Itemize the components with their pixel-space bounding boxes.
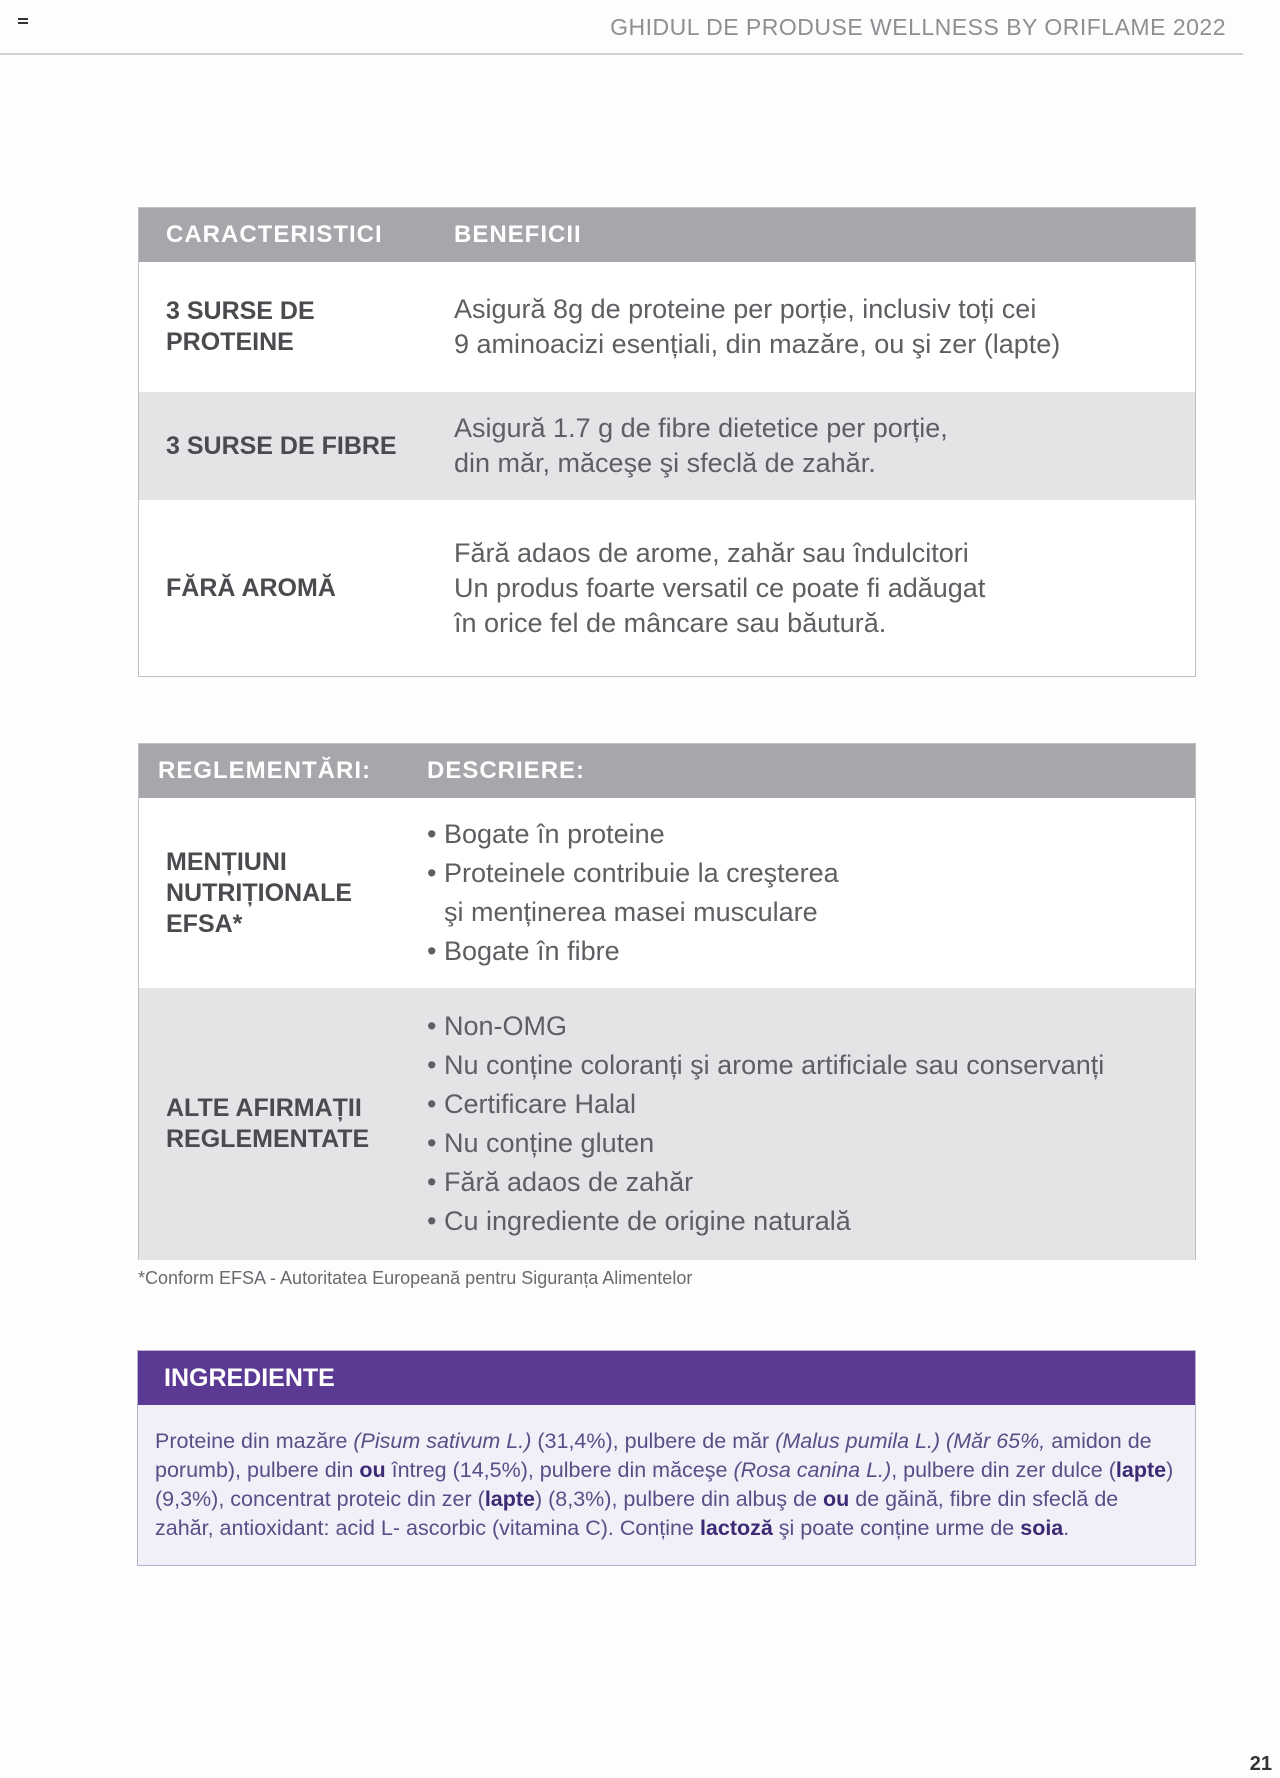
ingredient-segment: ) (9,3%), concentrat proteic din zer ( (155, 1458, 1174, 1511)
features-table (138, 207, 1196, 677)
table-row (139, 500, 1195, 676)
list-item: • Fără adaos de zahăr (427, 1167, 694, 1197)
regulation-label-line: MENȚIUNI (166, 847, 287, 876)
benefit-line: Asigură 1.7 g de fibre dietetice per porție, (454, 413, 948, 443)
ingredient-segment: ( (1108, 1458, 1116, 1482)
ingredient-segment: lactoză (699, 1516, 773, 1540)
ingredient-segment: şi poate conține urme de (772, 1516, 1021, 1540)
ingredient-segment: amidon de porumb), pulbere din (155, 1429, 1152, 1482)
table-row (139, 798, 1195, 988)
feature-label: 3 SURSE DE FIBRE (166, 431, 397, 460)
page-number: 21 (1249, 1753, 1272, 1775)
regulation-label (139, 1093, 427, 1155)
benefit-line: 9 aminoacizi esențiali, din mazăre, ou şi zer (lapte) (454, 329, 1061, 359)
ingredient-segment: (31,4%), pulbere de măr (531, 1429, 776, 1453)
ingredients-text (138, 1405, 1195, 1543)
ingredients-box (137, 1350, 1196, 1566)
ingredient-segment: soia (1020, 1516, 1064, 1540)
column-header-regulations: REGLEMENTĂRI: (158, 757, 371, 784)
header-divider (0, 53, 1243, 55)
ingredient-segment: întreg (14,5%), pulbere din măceşe (385, 1458, 734, 1482)
ingredient-segment: Proteine din mazăre (155, 1429, 354, 1453)
benefit-line: Asigură 8g de proteine per porție, inclusiv toți cei (454, 294, 1037, 324)
column-header-benefits: BENEFICII (454, 221, 582, 248)
list-item: • Cu ingrediente de origine naturală (427, 1206, 851, 1236)
feature-label: FĂRĂ AROMĂ (166, 573, 336, 602)
footnote: *Conform EFSA - Autoritatea Europeană pentru Siguranța Alimentelor (138, 1268, 693, 1288)
bullet-list (427, 1007, 1195, 1241)
ingredient-segment: , pulbere din zer dulce (891, 1458, 1109, 1482)
ingredient-segment: (Malus pumila L.) (Măr 65%, (775, 1429, 1046, 1453)
column-header-description: DESCRIERE: (427, 757, 586, 784)
ingredient-segment: ou (359, 1458, 386, 1482)
page-header-title: GHIDUL DE PRODUSE WELLNESS BY ORIFLAME 2022 (610, 14, 1226, 40)
benefit-line: în orice fel de mâncare sau băutură. (454, 607, 887, 638)
features-table-header (139, 208, 1195, 262)
list-item: • Nu conține coloranți şi arome artificiale sau conservanți (427, 1050, 1105, 1080)
ingredient-segment: ou (823, 1487, 850, 1511)
list-item: • Proteinele contribuie la creşterea şi menținerea masei musculare (427, 858, 839, 927)
ingredient-segment: de găină, fibre din sfeclă de zahăr, antioxidant: acid L- ascorbic (vitamina C). Conține (155, 1487, 1119, 1540)
bullet-list (427, 815, 1195, 971)
list-item: • Nu conține gluten (427, 1128, 655, 1158)
benefit-line: Fără adaos de arome, zahăr sau îndulcitori (454, 537, 969, 568)
ingredient-segment: lapte (484, 1487, 535, 1511)
benefit-text (442, 292, 1195, 362)
ingredients-title: INGREDIENTE (138, 1351, 1195, 1405)
feature-label: 3 SURSE DE PROTEINE (166, 297, 315, 356)
benefit-text (442, 536, 1195, 641)
regulation-label-line: REGLEMENTATE (166, 1125, 370, 1153)
regulation-label-line: EFSA* (166, 909, 243, 938)
table-row (139, 392, 1195, 500)
column-header-features: CARACTERISTICI (166, 221, 383, 248)
table-row (139, 262, 1195, 392)
ingredient-segment: ) (8,3%), pulbere din albuş de (535, 1487, 824, 1511)
regulation-label-line: NUTRIȚIONALE (166, 878, 353, 907)
benefit-line: Un produs foarte versatil ce poate fi adăugat (454, 572, 986, 603)
regulation-label (139, 847, 427, 940)
ingredient-segment: . (1063, 1516, 1070, 1540)
benefit-line: din măr, măceşe şi sfeclă de zahăr. (454, 448, 876, 478)
ingredient-segment: (Rosa canina L.) (733, 1458, 892, 1482)
ingredient-segment: (Pisum sativum L.) (353, 1429, 532, 1453)
regulation-label-line: ALTE AFIRMAȚII (166, 1094, 362, 1122)
list-item: • Certificare Halal (427, 1089, 637, 1119)
benefit-text (442, 411, 1195, 481)
table-row (139, 988, 1195, 1260)
list-item: • Bogate în proteine (427, 819, 665, 849)
list-item: • Bogate în fibre (427, 936, 620, 966)
regulations-table-header (139, 744, 1195, 798)
ingredient-segment: lapte (1115, 1458, 1167, 1482)
regulations-table (138, 743, 1196, 1260)
list-item: • Non-OMG (427, 1011, 567, 1041)
menu-icon[interactable] (18, 18, 28, 26)
